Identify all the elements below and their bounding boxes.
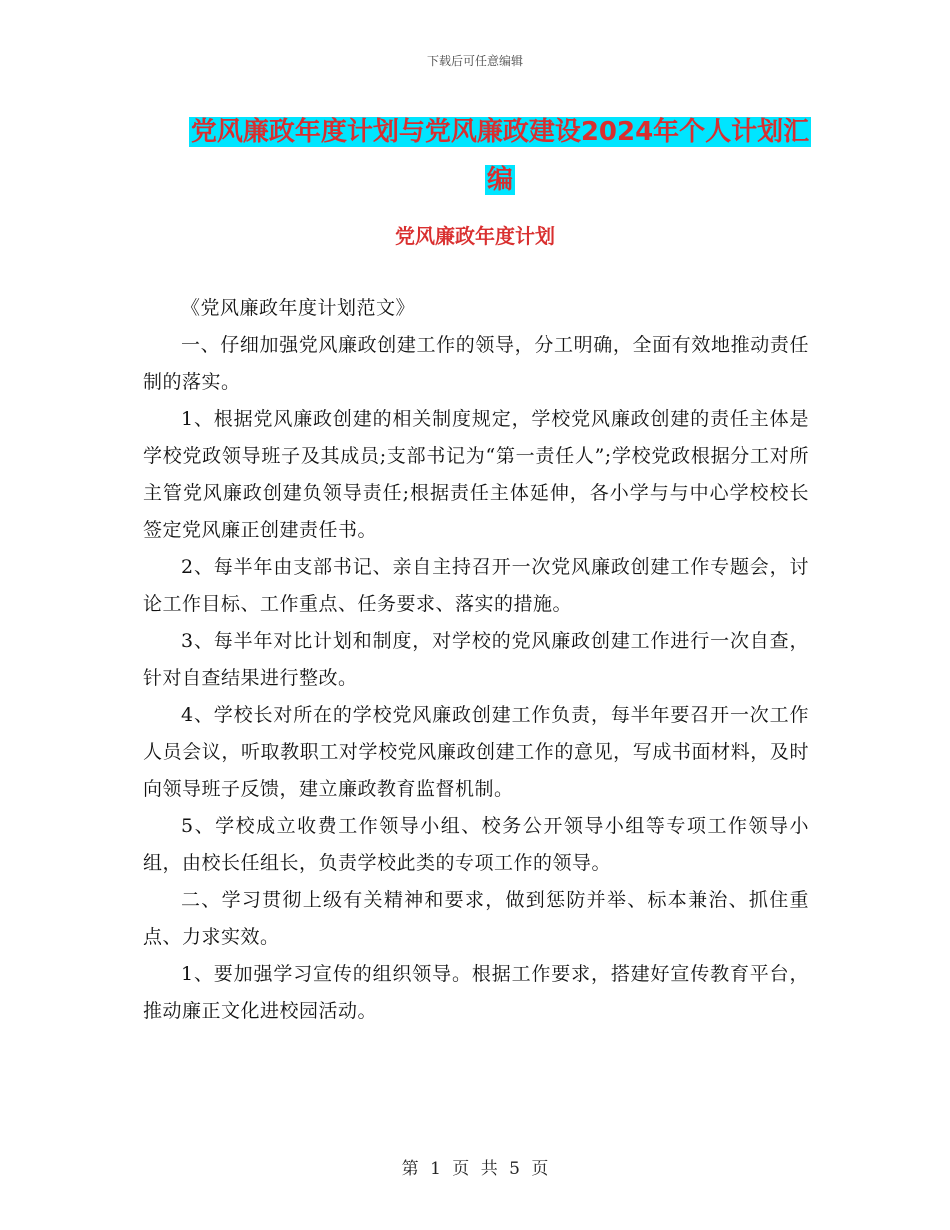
paragraph-7: 二、学习贯彻上级有关精神和要求，做到惩防并举、标本兼治、抓住重点、力求实效。 [143,889,809,948]
document-title-line-1: 党风廉政年度计划与党风廉政建设2024年个人计划汇 [190,117,810,147]
header-note: 下载后可任意编辑 [426,54,523,68]
paragraph-1: 一、仔细加强党风廉政创建工作的领导，分工明确，全面有效地推动责任制的落实。 [143,334,809,393]
paragraph-4: 3、每半年对比计划和制度，对学校的党风廉政创建工作进行一次自查，针对自查结果进行整改。 [143,630,809,689]
paragraph-5: 4、学校长对所在的学校党风廉政创建工作负责，每半年要召开一次工作人员会议，听取教职工对学校党风廉政创建工作的意见，写成书面材料，及时向领导班子反馈，建立廉政教育监督机制。 [143,704,809,800]
document-title [140,108,860,204]
document-body [143,290,809,1030]
section-title: 党风廉政年度计划 [395,224,555,248]
paragraph-6: 5、学校成立收费工作领导小组、校务公开领导小组等专项工作领导小组，由校长任组长，负责学校此类的专项工作的领导。 [143,815,809,874]
paragraph-3: 2、每半年由支部书记、亲自主持召开一次党风廉政创建工作专题会，讨论工作目标、工作重点、任务要求、落实的措施。 [143,556,809,615]
paragraph-2: 1、根据党风廉政创建的相关制度规定，学校党风廉政创建的责任主体是学校党政领导班子及其成员;支部书记为“第一责任人”;学校党政根据分工对所主管党风廉政创建负领导责任;根据责任主体延伸，各小学与与中心学校校长签定党风廉正创建责任书。 [143,408,809,541]
paragraph-8: 1、要加强学习宣传的组织领导。根据工作要求，搭建好宣传教育平台，推动廉正文化进校园活动。 [143,963,809,1022]
page-footer: 第 1 页 共 5 页 [401,1159,549,1179]
paragraph-0: 《党风廉政年度计划范文》 [181,297,416,319]
document-title-line-2: 编 [486,165,513,195]
